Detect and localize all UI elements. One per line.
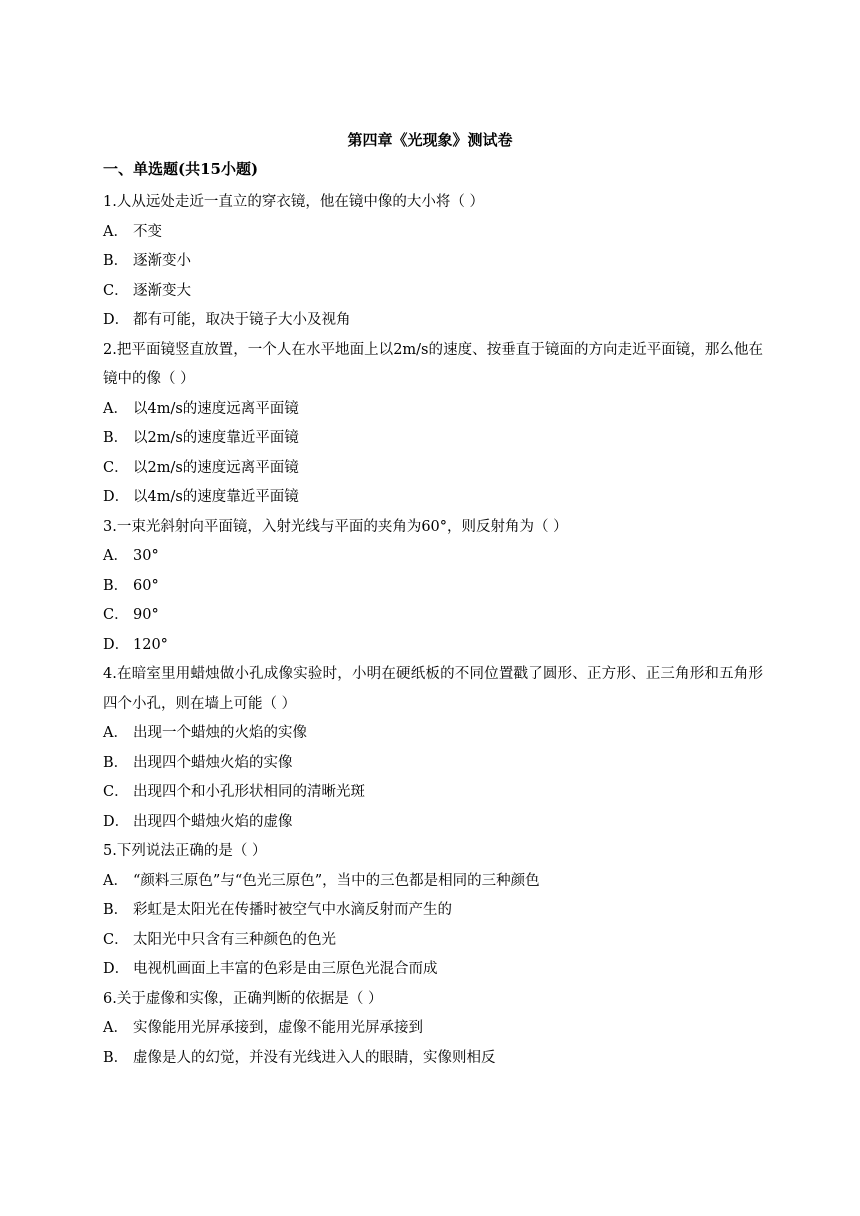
option-letter: C． xyxy=(103,459,129,476)
option-letter: B． xyxy=(103,1049,129,1066)
option-text: 出现一个蜡烛的火焰的实像 xyxy=(133,725,307,741)
option-text: 实像能用光屏承接到，虚像不能用光屏承接到 xyxy=(133,1020,423,1036)
option-a[interactable] xyxy=(103,867,763,897)
option-d[interactable] xyxy=(103,808,763,838)
option-letter: B． xyxy=(103,253,129,269)
option-text: 逐渐变小 xyxy=(133,253,191,269)
option-text: 出现四个和小孔形状相同的清晰光斑 xyxy=(133,784,365,800)
option-text: 以4m/s的速度远离平面镜 xyxy=(133,400,299,417)
option-b[interactable] xyxy=(103,424,763,454)
option-c[interactable] xyxy=(103,778,763,808)
option-letter: B． xyxy=(103,902,129,918)
option-letter: A． xyxy=(103,400,128,417)
option-text: 出现四个蜡烛火焰的虚像 xyxy=(133,813,293,830)
page-title: 第四章《光现象》测试卷 xyxy=(347,131,513,149)
option-letter: B． xyxy=(103,754,129,771)
option-a[interactable] xyxy=(103,542,763,572)
option-text: 都有可能，取决于镜子大小及视角 xyxy=(133,312,351,328)
option-text: 以4m/s的速度靠近平面镜 xyxy=(133,489,299,505)
option-text: 出现四个蜡烛火焰的实像 xyxy=(133,754,293,771)
question-5 xyxy=(103,837,763,985)
option-letter: B． xyxy=(103,430,129,446)
option-text: 90° xyxy=(133,607,159,623)
option-d[interactable] xyxy=(103,483,763,513)
option-a[interactable] xyxy=(103,218,763,248)
option-letter: D． xyxy=(103,813,130,830)
option-text: “颜料三原色”与“色光三原色”，当中的三色都是相同的三种颜色 xyxy=(133,872,540,889)
option-text: 120° xyxy=(133,636,168,653)
option-c[interactable] xyxy=(103,926,763,956)
option-text: 电视机画面上丰富的色彩是由三原色光混合而成 xyxy=(133,961,438,977)
option-c[interactable] xyxy=(103,601,763,631)
option-letter: A． xyxy=(103,548,128,564)
question-1 xyxy=(103,188,763,336)
option-text: 彩虹是太阳光在传播时被空气中水滴反射而产生的 xyxy=(133,902,452,918)
option-a[interactable] xyxy=(103,395,763,425)
option-letter: D． xyxy=(103,636,130,653)
option-text: 虚像是人的幻觉，并没有光线进入人的眼睛，实像则相反 xyxy=(133,1049,496,1066)
option-letter: D． xyxy=(103,961,130,977)
section-heading: 一、单选题(共15小题) xyxy=(103,160,259,178)
option-b[interactable] xyxy=(103,749,763,779)
option-text: 60° xyxy=(133,577,159,594)
option-letter: A． xyxy=(103,1020,128,1036)
option-d[interactable] xyxy=(103,631,763,661)
question-4 xyxy=(103,660,763,837)
option-letter: C． xyxy=(103,607,129,623)
option-b[interactable] xyxy=(103,572,763,602)
question-6 xyxy=(103,985,763,1074)
option-letter: C． xyxy=(103,282,129,299)
option-text: 逐渐变大 xyxy=(133,282,191,299)
option-letter: A． xyxy=(103,872,128,889)
option-letter: C． xyxy=(103,784,129,800)
option-letter: C． xyxy=(103,931,129,948)
option-text: 以2m/s的速度靠近平面镜 xyxy=(133,430,299,446)
option-a[interactable] xyxy=(103,719,763,749)
question-stem: 5.下列说法正确的是（ ） xyxy=(103,843,267,859)
option-d[interactable] xyxy=(103,955,763,985)
option-d[interactable] xyxy=(103,306,763,336)
question-stem: 2.把平面镜竖直放置，一个人在水平地面上以2m/s的速度、按垂直于镜面的方向走近平面镜，那么他在镜中的像（ ） xyxy=(103,341,763,387)
question-stem: 1.人从远处走近一直立的穿衣镜，他在镜中像的大小将（ ） xyxy=(103,194,484,210)
question-2 xyxy=(103,336,763,513)
option-text: 不变 xyxy=(133,223,162,240)
question-stem: 4.在暗室里用蜡烛做小孔成像实验时，小明在硬纸板的不同位置戳了圆形、正方形、正三角形和五角形四个小孔，则在墙上可能（ ） xyxy=(103,666,763,712)
option-c[interactable] xyxy=(103,277,763,307)
question-list xyxy=(103,188,763,1073)
option-b[interactable] xyxy=(103,1044,763,1074)
option-text: 30° xyxy=(133,548,159,564)
option-text: 太阳光中只含有三种颜色的色光 xyxy=(133,931,336,948)
option-text: 以2m/s的速度远离平面镜 xyxy=(133,459,299,476)
option-b[interactable] xyxy=(103,896,763,926)
question-stem: 3.一束光斜射向平面镜，入射光线与平面的夹角为60°，则反射角为（ ） xyxy=(103,518,568,535)
option-c[interactable] xyxy=(103,454,763,484)
option-letter: A． xyxy=(103,725,128,741)
question-stem: 6.关于虚像和实像，正确判断的依据是（ ） xyxy=(103,990,383,1007)
option-b[interactable] xyxy=(103,247,763,277)
option-letter: D． xyxy=(103,489,130,505)
option-a[interactable] xyxy=(103,1014,763,1044)
option-letter: A． xyxy=(103,223,128,240)
option-letter: B． xyxy=(103,577,129,594)
question-3 xyxy=(103,513,763,661)
option-letter: D． xyxy=(103,312,130,328)
